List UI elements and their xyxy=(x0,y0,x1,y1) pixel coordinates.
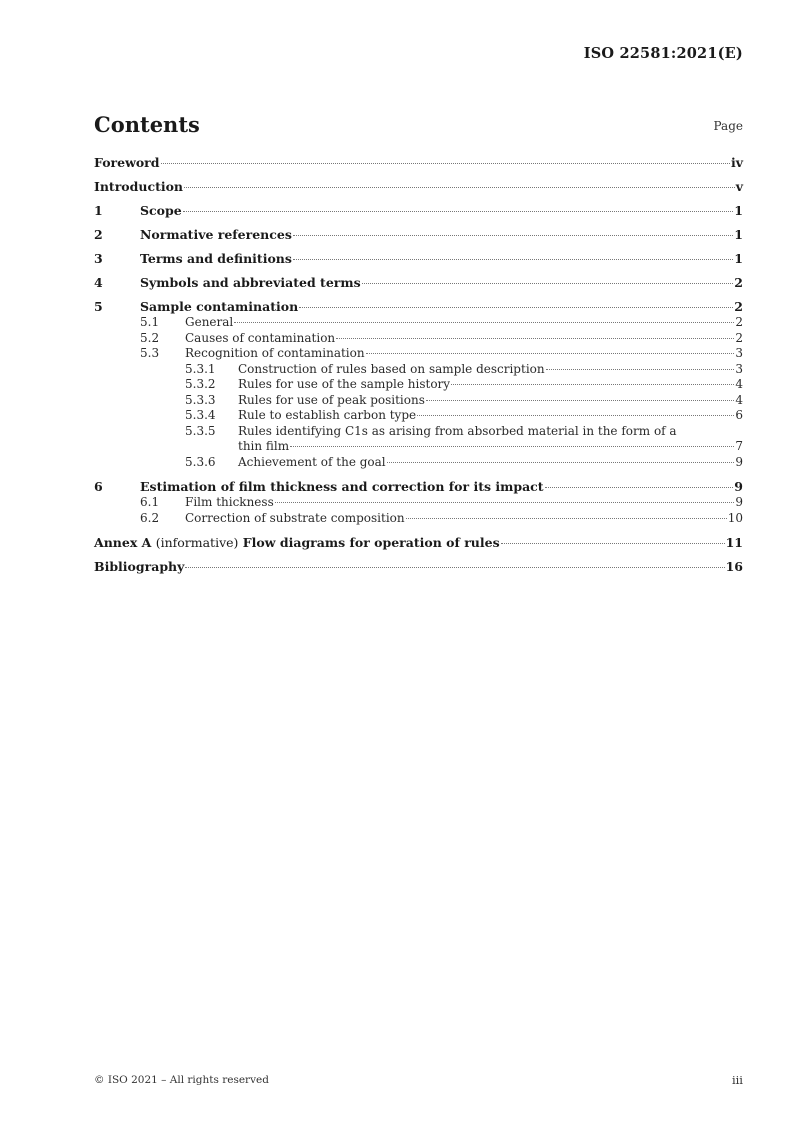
toc-entry-scope[interactable] xyxy=(94,203,743,219)
toc-entry-title: Construction of rules based on sample description xyxy=(238,361,545,376)
toc-entry-number: 5.3.3 xyxy=(185,392,216,407)
toc-entry-number: 5.3.4 xyxy=(185,408,216,422)
toc-entry-rules-c1s-line2[interactable] xyxy=(94,439,743,455)
toc-entry-title: Correction of substrate composition xyxy=(185,510,405,525)
dot-leader xyxy=(366,353,735,354)
toc-entry-title: Achievement of the goal xyxy=(238,454,386,469)
toc-entry-annex-a[interactable] xyxy=(94,535,743,551)
toc-entry-estimation-film-thickness[interactable] xyxy=(94,479,743,495)
dot-leader xyxy=(417,415,734,416)
toc-entry-number: 5 xyxy=(94,299,103,314)
toc-entry-page: 3 xyxy=(735,346,743,360)
dot-leader xyxy=(234,322,734,323)
dot-leader xyxy=(275,502,735,503)
toc-entry-page: 6 xyxy=(735,408,743,422)
toc-entry-number: 5.2 xyxy=(140,330,160,345)
dot-leader xyxy=(183,211,734,212)
toc-entry-number: 6 xyxy=(94,479,103,494)
dot-leader xyxy=(546,369,735,370)
toc-entry-page: 9 xyxy=(735,495,743,509)
copyright-notice: © ISO 2021 – All rights reserved xyxy=(94,1074,269,1086)
toc-entry-title: Scope xyxy=(140,203,182,218)
dot-leader xyxy=(161,163,730,164)
dot-leader xyxy=(185,567,724,568)
toc-entry-page: 4 xyxy=(735,392,743,407)
toc-entry-page: 2 xyxy=(734,299,743,314)
toc-entry-page: 1 xyxy=(734,227,743,242)
dot-leader xyxy=(451,384,734,385)
toc-entry-title: Recognition of contamination xyxy=(185,346,365,360)
toc-entry-page: 10 xyxy=(727,510,743,525)
toc-entry-number: 5.3.2 xyxy=(185,377,216,391)
toc-entry-title: General xyxy=(185,315,234,329)
toc-entry-page: 7 xyxy=(735,439,743,453)
toc-entry-number: 6.1 xyxy=(140,495,160,509)
toc-entry-title: Rule to establish carbon type xyxy=(238,408,417,422)
dot-leader xyxy=(184,187,735,188)
toc-entry-number: 5.1 xyxy=(140,315,160,329)
toc-entry-page: 4 xyxy=(735,377,743,391)
contents-heading: Contents xyxy=(94,112,200,137)
page-column-label: Page xyxy=(713,119,743,133)
toc-entry-terms-and-definitions[interactable] xyxy=(94,251,743,267)
page-number: iii xyxy=(731,1073,743,1087)
toc-entry-general[interactable] xyxy=(94,315,743,331)
toc-entry-symbols[interactable] xyxy=(94,275,743,291)
toc-entry-page: 2 xyxy=(735,315,743,329)
toc-entry-page: 1 xyxy=(734,203,743,218)
toc-entry-correction-substrate[interactable] xyxy=(94,511,743,527)
toc-entry-causes-of-contamination[interactable] xyxy=(94,331,743,347)
dot-leader xyxy=(501,543,725,544)
toc-entry-title: Rules for use of the sample history xyxy=(238,377,451,391)
toc-entry-rules-peak-positions[interactable] xyxy=(94,393,743,409)
toc-entry-title: Sample contamination xyxy=(140,299,299,314)
toc-entry-construction-of-rules[interactable] xyxy=(94,362,743,378)
toc-entry-rule-carbon-type[interactable] xyxy=(94,408,743,424)
toc-entry-number: 2 xyxy=(94,227,103,242)
toc-entry-page: 16 xyxy=(725,559,743,574)
toc-entry-title: Rules identifying C1s as arising from absorbed material in the form of a xyxy=(238,423,677,438)
toc-entry-title: thin film xyxy=(238,439,290,453)
toc-entry-page: 11 xyxy=(725,535,743,550)
toc-entry-page: v xyxy=(735,179,743,194)
toc-entry-title: Foreword xyxy=(94,155,160,170)
toc-entry-title: Bibliography xyxy=(94,559,185,574)
toc-entry-normative-references[interactable] xyxy=(94,227,743,243)
toc-entry-recognition-of-contamination[interactable] xyxy=(94,346,743,362)
toc-entry-title: Introduction xyxy=(94,179,184,194)
toc-entry-number: 5.3.1 xyxy=(185,361,216,376)
dot-leader xyxy=(336,338,734,339)
annex-label: Annex A xyxy=(94,535,152,550)
toc-entry-page: 1 xyxy=(734,251,743,266)
toc-entry-title: Symbols and abbreviated terms xyxy=(140,275,361,290)
toc-entry-page: 2 xyxy=(734,275,743,290)
toc-entry-page: iv xyxy=(730,155,743,170)
annex-qualifier: (informative) xyxy=(155,535,239,550)
toc-entry-achievement-of-goal[interactable] xyxy=(94,455,743,471)
toc-entry-foreword[interactable] xyxy=(94,155,743,171)
toc-entry-introduction[interactable] xyxy=(94,179,743,195)
toc-entry-film-thickness[interactable] xyxy=(94,495,743,511)
document-id: ISO 22581:2021(E) xyxy=(583,45,743,62)
toc-entry-number: 4 xyxy=(94,275,103,290)
toc-entry-title: Causes of contamination xyxy=(185,330,336,345)
dot-leader xyxy=(293,235,733,236)
toc-entry-number: 1 xyxy=(94,203,103,218)
toc-entry-sample-contamination[interactable] xyxy=(94,299,743,315)
dot-leader xyxy=(299,307,733,308)
toc-entry-title: Film thickness xyxy=(185,495,274,509)
toc-entry-page: 3 xyxy=(735,361,743,376)
dot-leader xyxy=(406,518,727,519)
toc-entry-number: 6.2 xyxy=(140,510,160,525)
toc-entry-page: 9 xyxy=(735,454,743,469)
table-of-contents xyxy=(94,155,743,575)
toc-entry-title: Terms and definitions xyxy=(140,251,292,266)
toc-entry-number: 5.3.6 xyxy=(185,454,216,469)
dot-leader xyxy=(293,259,733,260)
toc-entry-rules-c1s-line1[interactable] xyxy=(94,424,743,440)
toc-entry-rules-sample-history[interactable] xyxy=(94,377,743,393)
toc-entry-number: 3 xyxy=(94,251,103,266)
dot-leader xyxy=(426,400,734,401)
toc-entry-page: 2 xyxy=(735,330,743,345)
toc-entry-number: 5.3.5 xyxy=(185,423,216,438)
dot-leader xyxy=(387,462,735,463)
dot-leader xyxy=(290,446,734,447)
toc-entry-title: Estimation of film thickness and correction for its impact xyxy=(140,479,544,494)
dot-leader xyxy=(362,283,734,284)
toc-entry-number: 5.3 xyxy=(140,346,160,360)
toc-entry-page: 9 xyxy=(734,479,743,494)
toc-entry-title: Normative references xyxy=(140,227,292,242)
toc-entry-bibliography[interactable] xyxy=(94,559,743,575)
dot-leader xyxy=(545,487,734,488)
toc-entry-title: Flow diagrams for operation of rules xyxy=(242,535,500,550)
toc-entry-title: Rules for use of peak positions xyxy=(238,392,425,407)
